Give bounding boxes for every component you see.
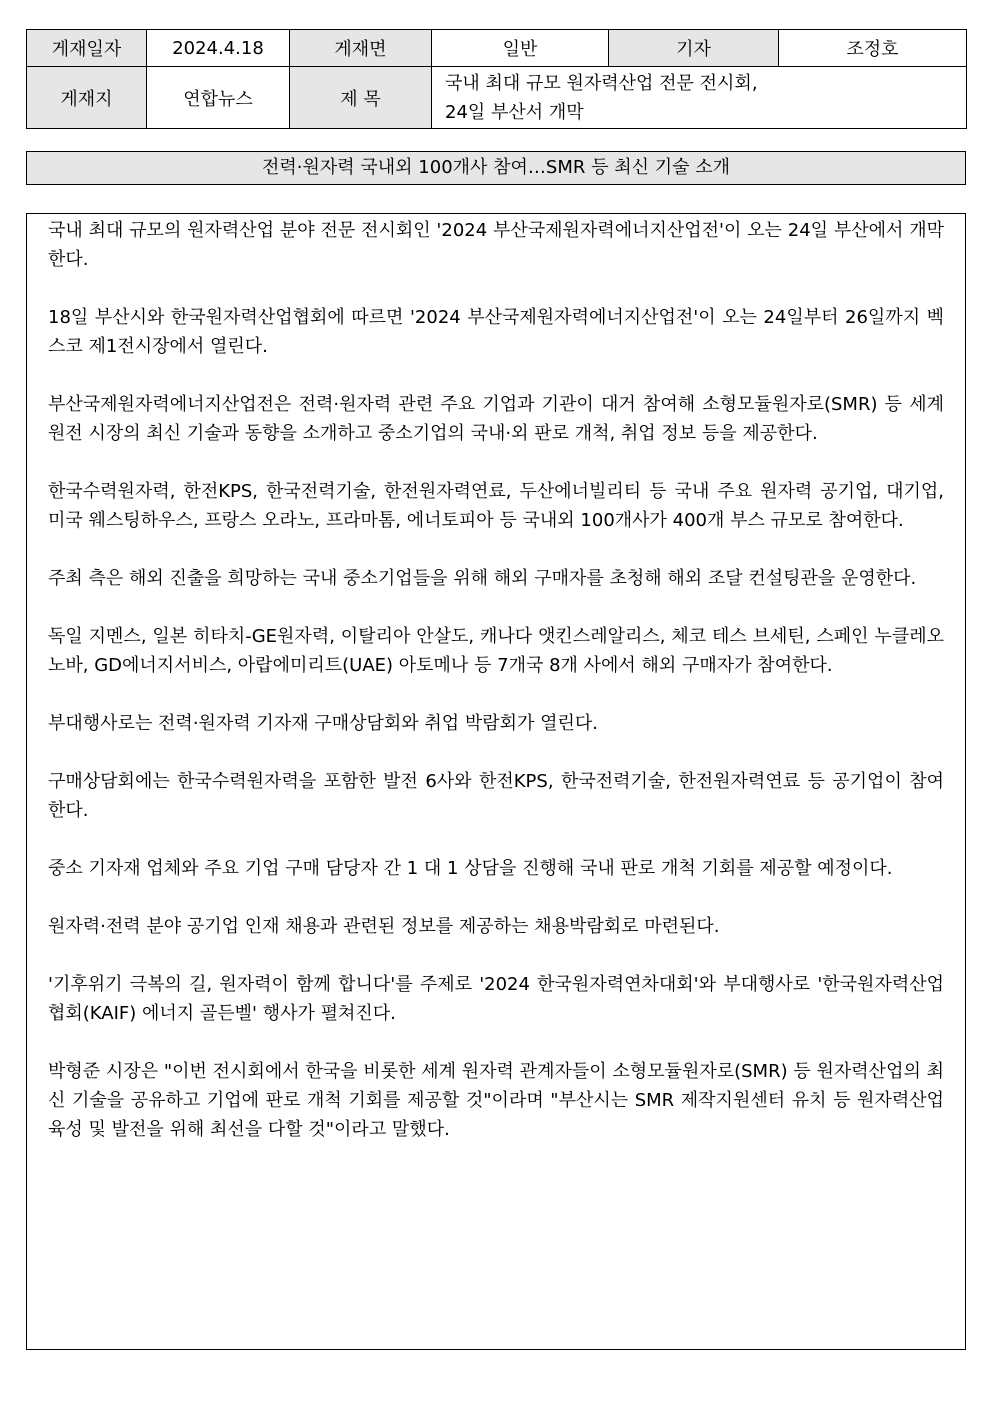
date-value: 2024.4.18 xyxy=(147,30,290,67)
paragraph-7: 부대행사로는 전력·원자력 기자재 구매상담회와 취업 박람회가 열린다. xyxy=(48,713,599,734)
paragraph-4: 한국수력원자력, 한전KPS, 한국전력기술, 한전원자력연료, 두산에너빌리티 등 국내 주요 원자력 공기업, 대기업, 미국 웨스팅하우스, 프랑스 오라노, 프라마톰, 에너토피아 등 국내외 100개사가 400개 부스 규모로 참여한다. xyxy=(48,481,944,531)
paragraph-11: '기후위기 극복의 길, 원자력이 함께 합니다'를 주제로 '2024 한국원자력연차대회'와 부대행사로 '한국원자력산업협회(KAIF) 에너지 골든벨' 행사가 펼쳐진다. xyxy=(48,974,944,1024)
outlet-value: 연합뉴스 xyxy=(147,67,290,129)
paragraph-2: 18일 부산시와 한국원자력산업협회에 따르면 '2024 부산국제원자력에너지산업전'이 오는 24일부터 26일까지 벡스코 제1전시장에서 열린다. xyxy=(48,307,944,357)
reporter-value: 조정호 xyxy=(779,30,967,67)
paragraph-5: 주최 측은 해외 진출을 희망하는 국내 중소기업들을 위해 해외 구매자를 초청해 해외 조달 컨설팅관을 운영한다. xyxy=(48,568,917,589)
article-title xyxy=(432,67,967,129)
paragraph-1: 국내 최대 규모의 원자력산업 분야 전문 전시회인 '2024 부산국제원자력에너지산업전'이 오는 24일 부산에서 개막한다. xyxy=(48,220,944,270)
paragraph-3: 부산국제원자력에너지산업전은 전력·원자력 관련 주요 기업과 기관이 대거 참여해 소형모듈원자로(SMR) 등 세계 원전 시장의 최신 기술과 동향을 소개하고 중소기업의 국내·외 판로 개척, 취업 정보 등을 제공한다. xyxy=(48,394,944,444)
reporter-label: 기자 xyxy=(609,30,779,67)
paragraph-10: 원자력·전력 분야 공기업 인재 채용과 관련된 정보를 제공하는 채용박람회로 마련된다. xyxy=(48,916,720,937)
paragraph-6: 독일 지멘스, 일본 히타치-GE원자력, 이탈리아 안살도, 캐나다 앳킨스레알리스, 체코 테스 브세틴, 스페인 누클레오노바, GD에너지서비스, 아랍에미리트(UAE) 아토메나 등 7개국 8개 사에서 해외 구매자가 참여한다. xyxy=(48,626,944,676)
paragraph-9: 중소 기자재 업체와 주요 기업 구매 담당자 간 1 대 1 상담을 진행해 국내 판로 개척 기회를 제공할 예정이다. xyxy=(48,858,893,879)
article-title-line-1: 국내 최대 규모 원자력산업 전문 전시회, xyxy=(445,72,758,94)
title-label: 제 목 xyxy=(290,67,432,129)
article-meta-table xyxy=(26,29,967,129)
headline: 전력·원자력 국내외 100개사 참여…SMR 등 최신 기술 소개 xyxy=(26,151,966,185)
outlet-label: 게재지 xyxy=(27,67,147,129)
article-title-line-2: 24일 부산서 개막 xyxy=(445,101,584,123)
section-value: 일반 xyxy=(432,30,609,67)
section-label: 게재면 xyxy=(290,30,432,67)
article-body xyxy=(26,213,966,1350)
paragraph-12: 박형준 시장은 "이번 전시회에서 한국을 비롯한 세계 원자력 관계자들이 소형모듈원자로(SMR) 등 원자력산업의 최신 기술을 공유하고 기업에 판로 개척 기회를 제공할 것"이라며 "부산시는 SMR 제작지원센터 유치 등 원자력산업 육성 및 발전을 위해 최선을 다할 것"이라고 말했다. xyxy=(48,1061,944,1140)
paragraph-8: 구매상담회에는 한국수력원자력을 포함한 발전 6사와 한전KPS, 한국전력기술, 한전원자력연료 등 공기업이 참여한다. xyxy=(48,771,944,821)
date-label: 게재일자 xyxy=(27,30,147,67)
